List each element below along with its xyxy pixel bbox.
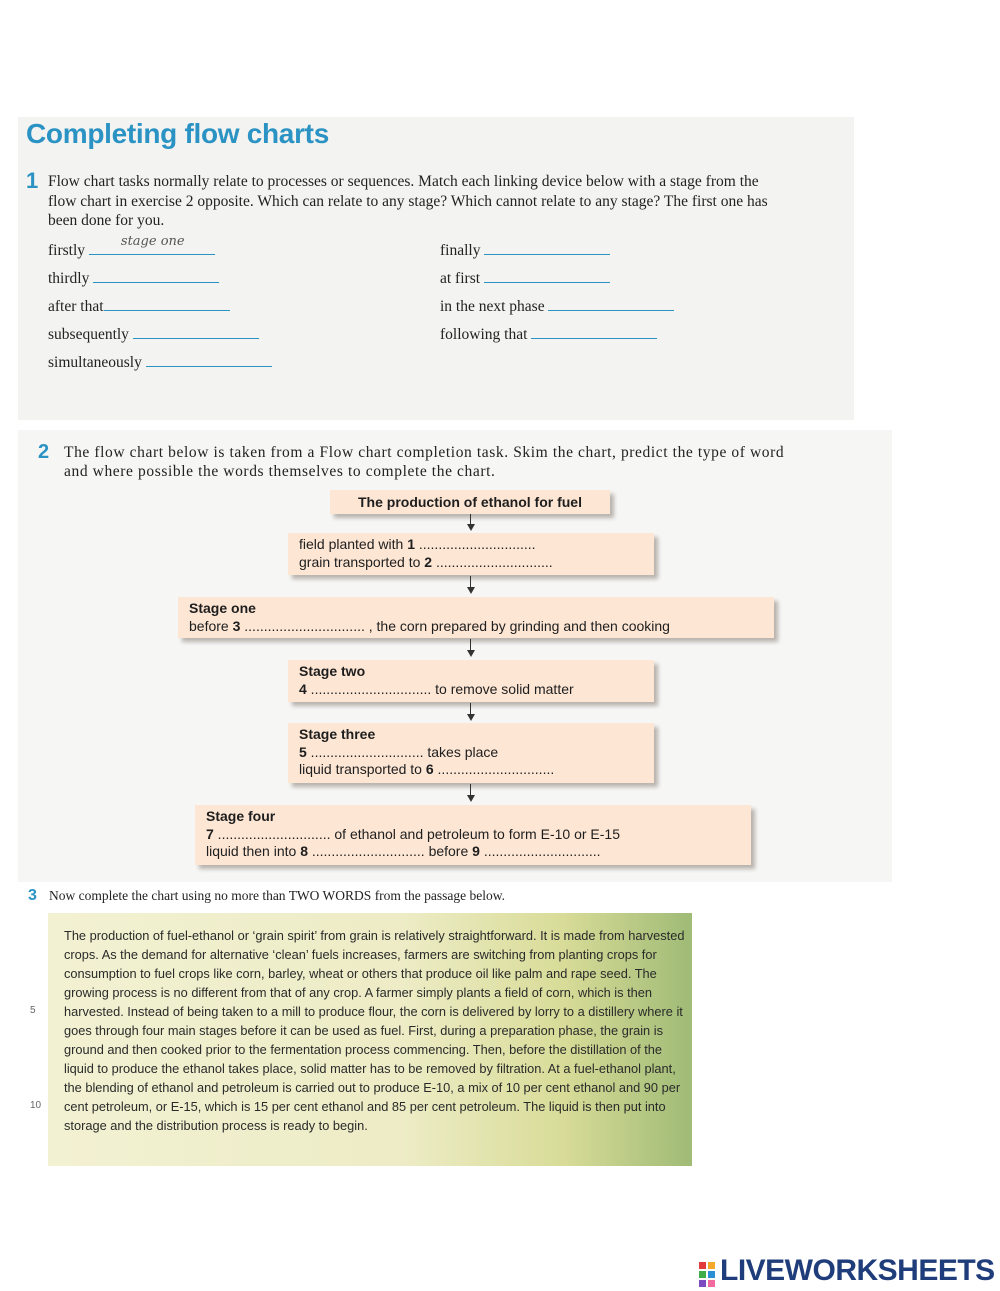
answer-field[interactable] — [93, 268, 219, 283]
linking-item-firstly — [48, 234, 215, 260]
logo-square — [708, 1280, 715, 1287]
stage-one-prefix: before — [189, 617, 233, 634]
box1-line1 — [299, 536, 654, 554]
gap-2-dots: .............................. — [432, 553, 553, 570]
answer-field[interactable] — [484, 268, 610, 283]
stage-three-heading: Stage three — [299, 726, 376, 742]
linking-item-finally — [440, 240, 610, 260]
answer-field[interactable] — [548, 296, 674, 311]
flow-box-stage-one — [178, 597, 774, 638]
line-number-5: 5 — [30, 1005, 36, 1016]
linking-label: at first — [440, 270, 481, 287]
stage-one-suffix: ............................... , the corn prepared by grinding and then cooking — [240, 617, 670, 634]
exercise-1-instruction: Flow chart tasks normally relate to processes or sequences. Match each linking device below with a stage from the flow chart in exercise 2 opposite. Which can relate to any stage? Which cannot relate to any stage? The first one has been done for you. — [48, 173, 768, 229]
linking-item-after-that — [48, 296, 230, 316]
answer-field[interactable] — [146, 352, 272, 367]
linking-item-subsequently — [48, 324, 259, 344]
exercise-3-number: 3 — [28, 887, 37, 904]
flow-chart-title-text: The production of ethanol for fuel — [358, 494, 582, 510]
gap-5[interactable]: 5 — [299, 743, 307, 760]
linking-item-simultaneously — [48, 352, 272, 372]
exercise-3-instruction: Now complete the chart using no more than TWO WORDS from the passage below. — [49, 888, 506, 903]
logo-square — [699, 1262, 706, 1269]
down-arrow-icon — [467, 795, 475, 802]
linking-label: simultaneously — [48, 354, 142, 371]
stage-four-line1-suffix: ............................. of ethanol and petroleum to form E-10 or E-15 — [213, 825, 620, 842]
gap-1[interactable]: 1 — [407, 536, 415, 552]
answer-field[interactable] — [531, 324, 657, 339]
stage-three-line1-suffix: ............................. takes place — [306, 743, 499, 760]
handwritten-answer: stage one — [120, 234, 185, 249]
stage-three-line-1 — [299, 744, 654, 762]
linking-label: following that — [440, 326, 528, 343]
flow-box-stage-two — [288, 660, 654, 702]
answer-field[interactable] — [484, 240, 610, 255]
box1-line1-text: field planted with — [299, 536, 408, 552]
gap-1-dots: .............................. — [414, 536, 536, 552]
exercise-2-number: 2 — [38, 441, 50, 463]
linking-label: after that — [48, 298, 104, 315]
gap-9[interactable]: 9 — [472, 843, 480, 859]
line-number-10: 10 — [30, 1100, 42, 1111]
answer-field[interactable] — [133, 324, 259, 339]
linking-label: subsequently — [48, 326, 129, 343]
stage-four-line2-suffix: .............................. — [479, 843, 601, 859]
stage-one-heading: Stage one — [189, 600, 256, 616]
logo-square — [699, 1271, 706, 1278]
exercise-1-number: 1 — [26, 168, 39, 193]
exercise-2-instruction: The flow chart below is taken from a Flow chart completion task. Skim the chart, predict the type of word and where possible the words themselves to complete the chart. — [64, 444, 785, 480]
stage-four-line-1 — [206, 826, 751, 844]
down-arrow-icon — [467, 524, 475, 531]
box1-line2-text: grain transported to — [299, 553, 425, 570]
down-arrow-icon — [467, 714, 475, 721]
stage-one-line — [189, 618, 774, 636]
box1-line2 — [299, 554, 654, 572]
flow-chart-title — [330, 490, 610, 514]
down-arrow-icon — [467, 650, 475, 657]
stage-four-line2-prefix: liquid then into — [206, 843, 301, 859]
flow-box-stage-three — [288, 723, 654, 783]
linking-item-thirdly — [48, 268, 219, 288]
stage-two-line — [299, 681, 654, 699]
gap-4[interactable]: 4 — [299, 680, 307, 697]
linking-item-at-first — [440, 268, 610, 288]
gap-6[interactable]: 6 — [425, 761, 434, 777]
linking-item-in-the-next-phase — [440, 296, 674, 316]
stage-two-heading: Stage two — [299, 663, 366, 679]
logo-mark-icon — [698, 1261, 718, 1283]
stage-two-suffix: ............................... to remove solid matter — [306, 680, 574, 697]
logo-text: LIVEWORKSHEETS — [720, 1254, 995, 1287]
reading-passage — [48, 913, 692, 1166]
stage-three-line2-suffix: .............................. — [433, 761, 555, 777]
passage-text: The production of fuel-ethanol or ‘grain spirit’ from grain is relatively straightforward. It is made from harvested crops. As the demand for alternative ‘clean’ fuels increases, farmers are switching from planting crops for consumption to fuel crops like corn, barley, wheat or others that produce oil like palm and rape seed. The growing process is no different from that of any crop. A farmer simply plants a field of corn, which is then harvested. Instead of being taken to a mill to produce flour, the corn is delivered by lorry to a distillery where it goes through four main stages before it can be used as fuel. First, during a preparation phase, the grain is ground and then cooked prior to the fermentation process commencing. Then, before the distillation of the liquid to produce the ethanol takes place, solid matter has to be removed by filtration. At a fuel-ethanol plant, the blending of ethanol and petroleum is carried out to produce E-10, a mix of 10 per cent ethanol and 90 per cent petroleum, or E-15, which is 15 per cent ethanol and 85 per cent petroleum. The liquid is then put into storage and the distribution process is ready to begin. — [64, 928, 685, 1133]
stage-three-line-2 — [299, 761, 654, 779]
linking-label: thirdly — [48, 270, 90, 287]
gap-7[interactable]: 7 — [206, 825, 214, 842]
linking-label: in the next phase — [440, 298, 545, 315]
gap-2[interactable]: 2 — [424, 553, 433, 570]
flow-box-stage-four — [195, 805, 751, 865]
liveworksheets-logo — [698, 1254, 995, 1288]
logo-square — [699, 1280, 706, 1287]
answer-field[interactable] — [89, 234, 215, 255]
stage-four-line2-mid: ............................. before — [307, 843, 473, 859]
answer-field[interactable] — [104, 296, 230, 311]
linking-item-following-that — [440, 324, 657, 344]
gap-3[interactable]: 3 — [232, 617, 241, 634]
flow-box-planting — [288, 533, 654, 575]
linking-label: firstly — [48, 242, 86, 259]
page-title: Completing flow charts — [26, 118, 329, 149]
stage-four-line-2 — [206, 843, 751, 861]
stage-four-heading: Stage four — [206, 808, 276, 824]
gap-8[interactable]: 8 — [300, 843, 308, 859]
logo-square — [708, 1262, 715, 1269]
logo-square — [708, 1271, 715, 1278]
stage-three-line2-prefix: liquid transported to — [299, 761, 426, 777]
down-arrow-icon — [467, 587, 475, 594]
linking-label: finally — [440, 242, 481, 259]
